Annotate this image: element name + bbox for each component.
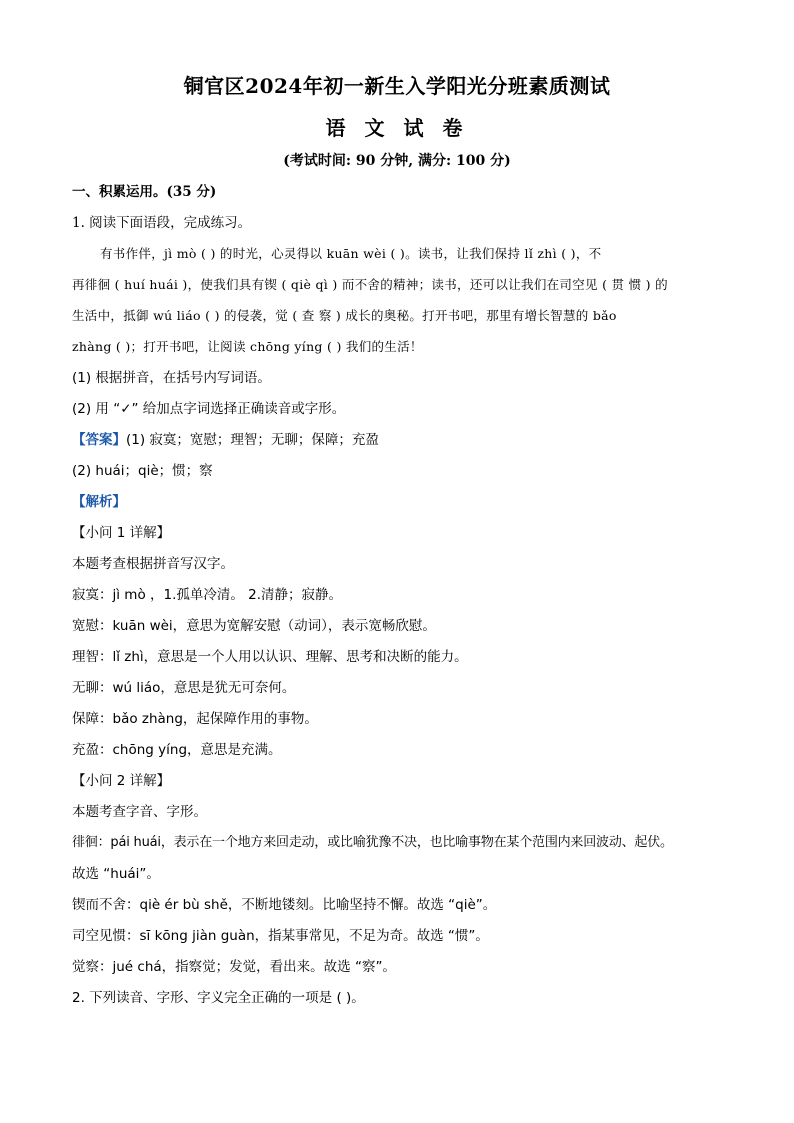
detail-1-heading: 【小问 1 详解】 bbox=[72, 525, 171, 541]
detail-1-line-6: 保障：bǎo zhàng，起保障作用的事物。 bbox=[72, 711, 318, 727]
detail-1-line-2: 寂寞：jì mò ，1.孤单冷清。 2.清静；寂静。 bbox=[72, 587, 343, 603]
exam-title: 铜官区2024年初一新生入学阳光分班素质测试 bbox=[183, 74, 611, 98]
passage-line-4: zhàng ( )；打开书吧，让阅读 chōng yíng ( ) 我们的生活！ bbox=[72, 339, 423, 354]
section-heading: 一、积累运用。(35 分) bbox=[72, 184, 217, 200]
question-2-stem: 2. 下列读音、字形、字义完全正确的一项是 ( )。 bbox=[72, 990, 365, 1006]
passage-line-3: 生活中，抵御 wú liáo ( ) 的侵袭，觉 ( 查 察 ) 成长的奥秘。打开书吧，那里有增长智慧的 bǎo bbox=[72, 308, 617, 323]
detail-1-line-7: 充盈：chōng yíng，意思是充满。 bbox=[72, 742, 282, 758]
exam-subject: 语 文 试 卷 bbox=[325, 116, 469, 140]
detail-2-line-3: 故选 “huái”。 bbox=[72, 866, 160, 882]
answer-1-text: (1) 寂寞；宽慰；理智；无聊；保障；充盈 bbox=[126, 432, 379, 448]
detail-2-line-4: 锲而不舍：qiè ér bù shě，不断地镂刻。比喻坚持不懈。故选 “qiè”。 bbox=[72, 897, 497, 913]
answer-2-text: (2) huái；qiè；惯；察 bbox=[72, 463, 213, 479]
detail-2-line-2: 徘徊：pái huái，表示在一个地方来回走动，或比喻犹豫不决，也比喻事物在某个范围内来回波动、起伏。 bbox=[72, 835, 673, 850]
detail-2-heading: 【小问 2 详解】 bbox=[72, 773, 171, 789]
passage-line-1: 有书作伴，jì mò ( ) 的时光，心灵得以 kuān wèi ( )。读书，让我们保持 lǐ zhì ( )，不 bbox=[100, 246, 602, 261]
detail-2-line-1: 本题考查字音、字形。 bbox=[72, 804, 207, 820]
detail-1-line-1: 本题考查根据拼音写汉字。 bbox=[72, 556, 234, 572]
detail-1-line-5: 无聊：wú liáo，意思是犹无可奈何。 bbox=[72, 680, 296, 696]
question-1-stem: 1. 阅读下面语段，完成练习。 bbox=[72, 215, 252, 231]
subquestion-2: (2) 用 “✓” 给加点字词选择正确读音或字形。 bbox=[72, 401, 346, 417]
subquestion-1: (1) 根据拼音，在括号内写词语。 bbox=[72, 370, 271, 386]
answer-label: 【答案】 bbox=[72, 432, 126, 448]
answer-row-1 bbox=[72, 430, 732, 450]
analysis-label: 【解析】 bbox=[72, 494, 126, 510]
detail-1-line-4: 理智：lǐ zhì，意思是一个人用以认识、理解、思考和决断的能力。 bbox=[72, 649, 468, 665]
passage-line-2: 再徘徊 ( huí huái )，使我们具有锲 ( qiè qì ) 而不舍的精神；读书，还可以让我们在司空见 ( 贯 惯 ) 的 bbox=[72, 277, 668, 292]
detail-2-line-6: 觉察：jué chá，指察觉；发觉，看出来。故选 “察”。 bbox=[72, 959, 396, 975]
detail-2-line-5: 司空见惯：sī kōng jiàn guàn，指某事常见，不足为奇。故选 “惯”。 bbox=[72, 928, 489, 944]
exam-info: (考试时间: 90 分钟, 满分: 100 分) bbox=[283, 153, 511, 169]
detail-1-line-3: 宽慰：kuān wèi，意思为宽解安慰（动词），表示宽畅欣慰。 bbox=[72, 618, 436, 634]
